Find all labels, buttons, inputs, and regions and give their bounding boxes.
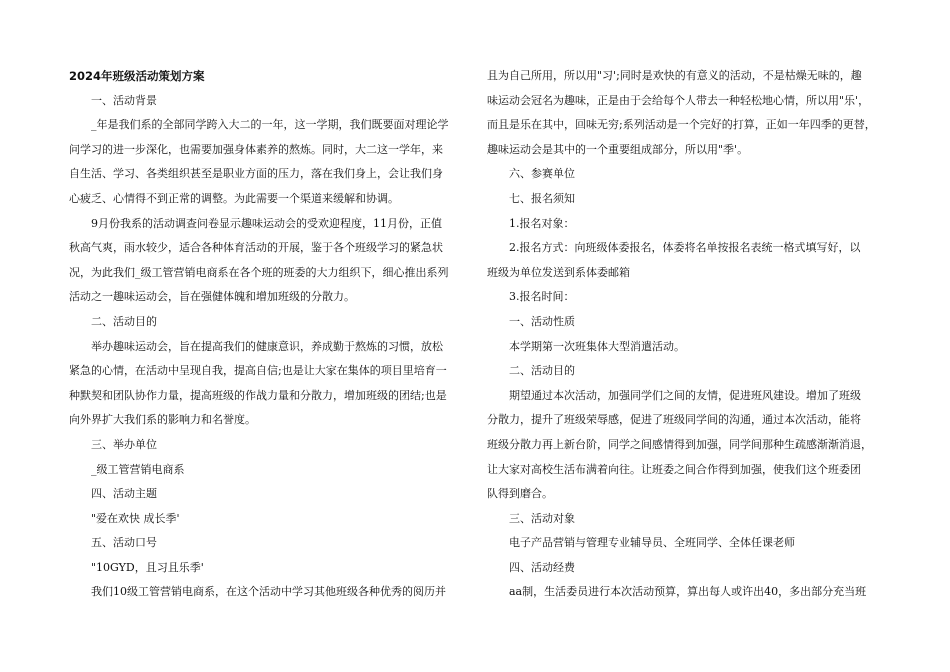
text-line: 3.报名时间： bbox=[509, 290, 575, 304]
text-line: 紧急的心情，在活动中呈现自我，提高自信;也是让大家在集体的项目里培育一 bbox=[69, 364, 447, 378]
text-line: "爱在欢快 成长季' bbox=[91, 511, 180, 525]
section-heading: 四、活动经费 bbox=[509, 560, 575, 574]
text-line: 问学习的进一步深化，也需要加强身体素养的熬炼。同时，大二这一学年，来 bbox=[69, 142, 443, 156]
text-line: 我们10级工管营销电商系，在这个活动中学习其他班级各种优秀的阅历并 bbox=[91, 585, 446, 599]
left-column bbox=[69, 64, 461, 605]
text-line: _年是我们系的全部同学跨入大二的一年，这一学期，我们既要面对理论学 bbox=[91, 118, 449, 132]
section-heading: 六、参赛单位 bbox=[509, 167, 575, 181]
text-line: aa制，生活委员进行本次活动预算，算出每人或许出40，多出部分充当班 bbox=[509, 585, 867, 599]
section-heading: 三、活动对象 bbox=[509, 511, 575, 525]
text-line: 心疲乏、心情得不到正常的调整。为此需要一个渠道来缓解和协调。 bbox=[69, 191, 399, 205]
text-line: 队得到磨合。 bbox=[487, 487, 553, 501]
section-heading: 三、举办单位 bbox=[91, 437, 157, 451]
text-line: 况，为此我们_级工管营销电商系在各个班的班委的大力组织下，细心推出系列 bbox=[69, 265, 449, 279]
text-line: 9月份我系的活动调查问卷显示趣味运动会的受欢迎程度，11月份，正值 bbox=[91, 216, 442, 230]
text-line: 期望通过本次活动，加强同学们之间的友情，促进班风建设。增加了班级 bbox=[509, 388, 861, 402]
section-heading: 五、活动口号 bbox=[91, 536, 157, 550]
section-heading: 七、报名须知 bbox=[509, 191, 575, 205]
text-line: 自生活、学习、各类组织甚至是职业方面的压力，落在我们身上，会让我们身 bbox=[69, 167, 443, 181]
text-line: 活动之一趣味运动会，旨在强健体魄和增加班级的分散力。 bbox=[69, 290, 355, 304]
section-heading: 二、活动目的 bbox=[91, 314, 157, 328]
text-line: 趣味运动会是其中的一个重要组成部分，所以用"季'。 bbox=[487, 142, 749, 156]
text-line: 且为自己所用，所以用"习';同时是欢快的有意义的活动，不是枯燥无味的，趣 bbox=[487, 69, 862, 82]
text-line: "10GYD，且习且乐季' bbox=[91, 560, 204, 574]
text-line: 种默契和团队协作力量，提高班级的作战力量和分散力，增加班级的团结;也是 bbox=[69, 388, 447, 402]
text-line: 1.报名对象： bbox=[509, 216, 575, 230]
text-line: 班级为单位发送到系体委邮箱 bbox=[487, 265, 630, 279]
section-heading: 二、活动目的 bbox=[509, 364, 575, 378]
text-line: 班级分散力再上新台阶，同学之间感情得到加强，同学间那种生疏感渐渐消退， bbox=[487, 437, 872, 451]
text-line: 电子产品营销与管理专业辅导员、全班同学、全体任课老师 bbox=[509, 536, 795, 550]
text-line: 举办趣味运动会，旨在提高我们的健康意识，养成勤于熬炼的习惯，放松 bbox=[91, 339, 443, 353]
text-line: 味运动会冠名为趣味，正是由于会给每个人带去一种轻松地心情，所以用"乐'， bbox=[487, 93, 870, 107]
text-line: 分散力，提升了班级荣辱感，促进了班级同学间的沟通，通过本次活动，能将 bbox=[487, 413, 861, 427]
section-heading: 一、活动性质 bbox=[509, 314, 575, 328]
text-line: 向外界扩大我们系的影响力和名誉度。 bbox=[69, 413, 256, 427]
text-line: 而且是乐在其中，回味无穷;系列活动是一个完好的打算，正如一年四季的更替， bbox=[487, 118, 876, 132]
section-heading: 四、活动主题 bbox=[91, 487, 157, 501]
document-title: 2024年班级活动策划方案 bbox=[69, 69, 205, 83]
text-line: _级工管营销电商系 bbox=[91, 462, 185, 476]
right-column bbox=[487, 64, 887, 605]
text-line: 2.报名方式：向班级体委报名，体委将名单按报名表统一格式填写好，以 bbox=[509, 241, 861, 255]
text-line: 秋高气爽，雨水较少，适合各种体育活动的开展，鉴于各个班级学习的紧急状 bbox=[69, 241, 443, 255]
text-line: 本学期第一次班集体大型消遣活动。 bbox=[509, 339, 685, 353]
text-line: 让大家对高校生活布满着向往。让班委之间合作得到加强，使我们这个班委团 bbox=[487, 462, 861, 476]
section-heading: 一、活动背景 bbox=[91, 93, 157, 107]
